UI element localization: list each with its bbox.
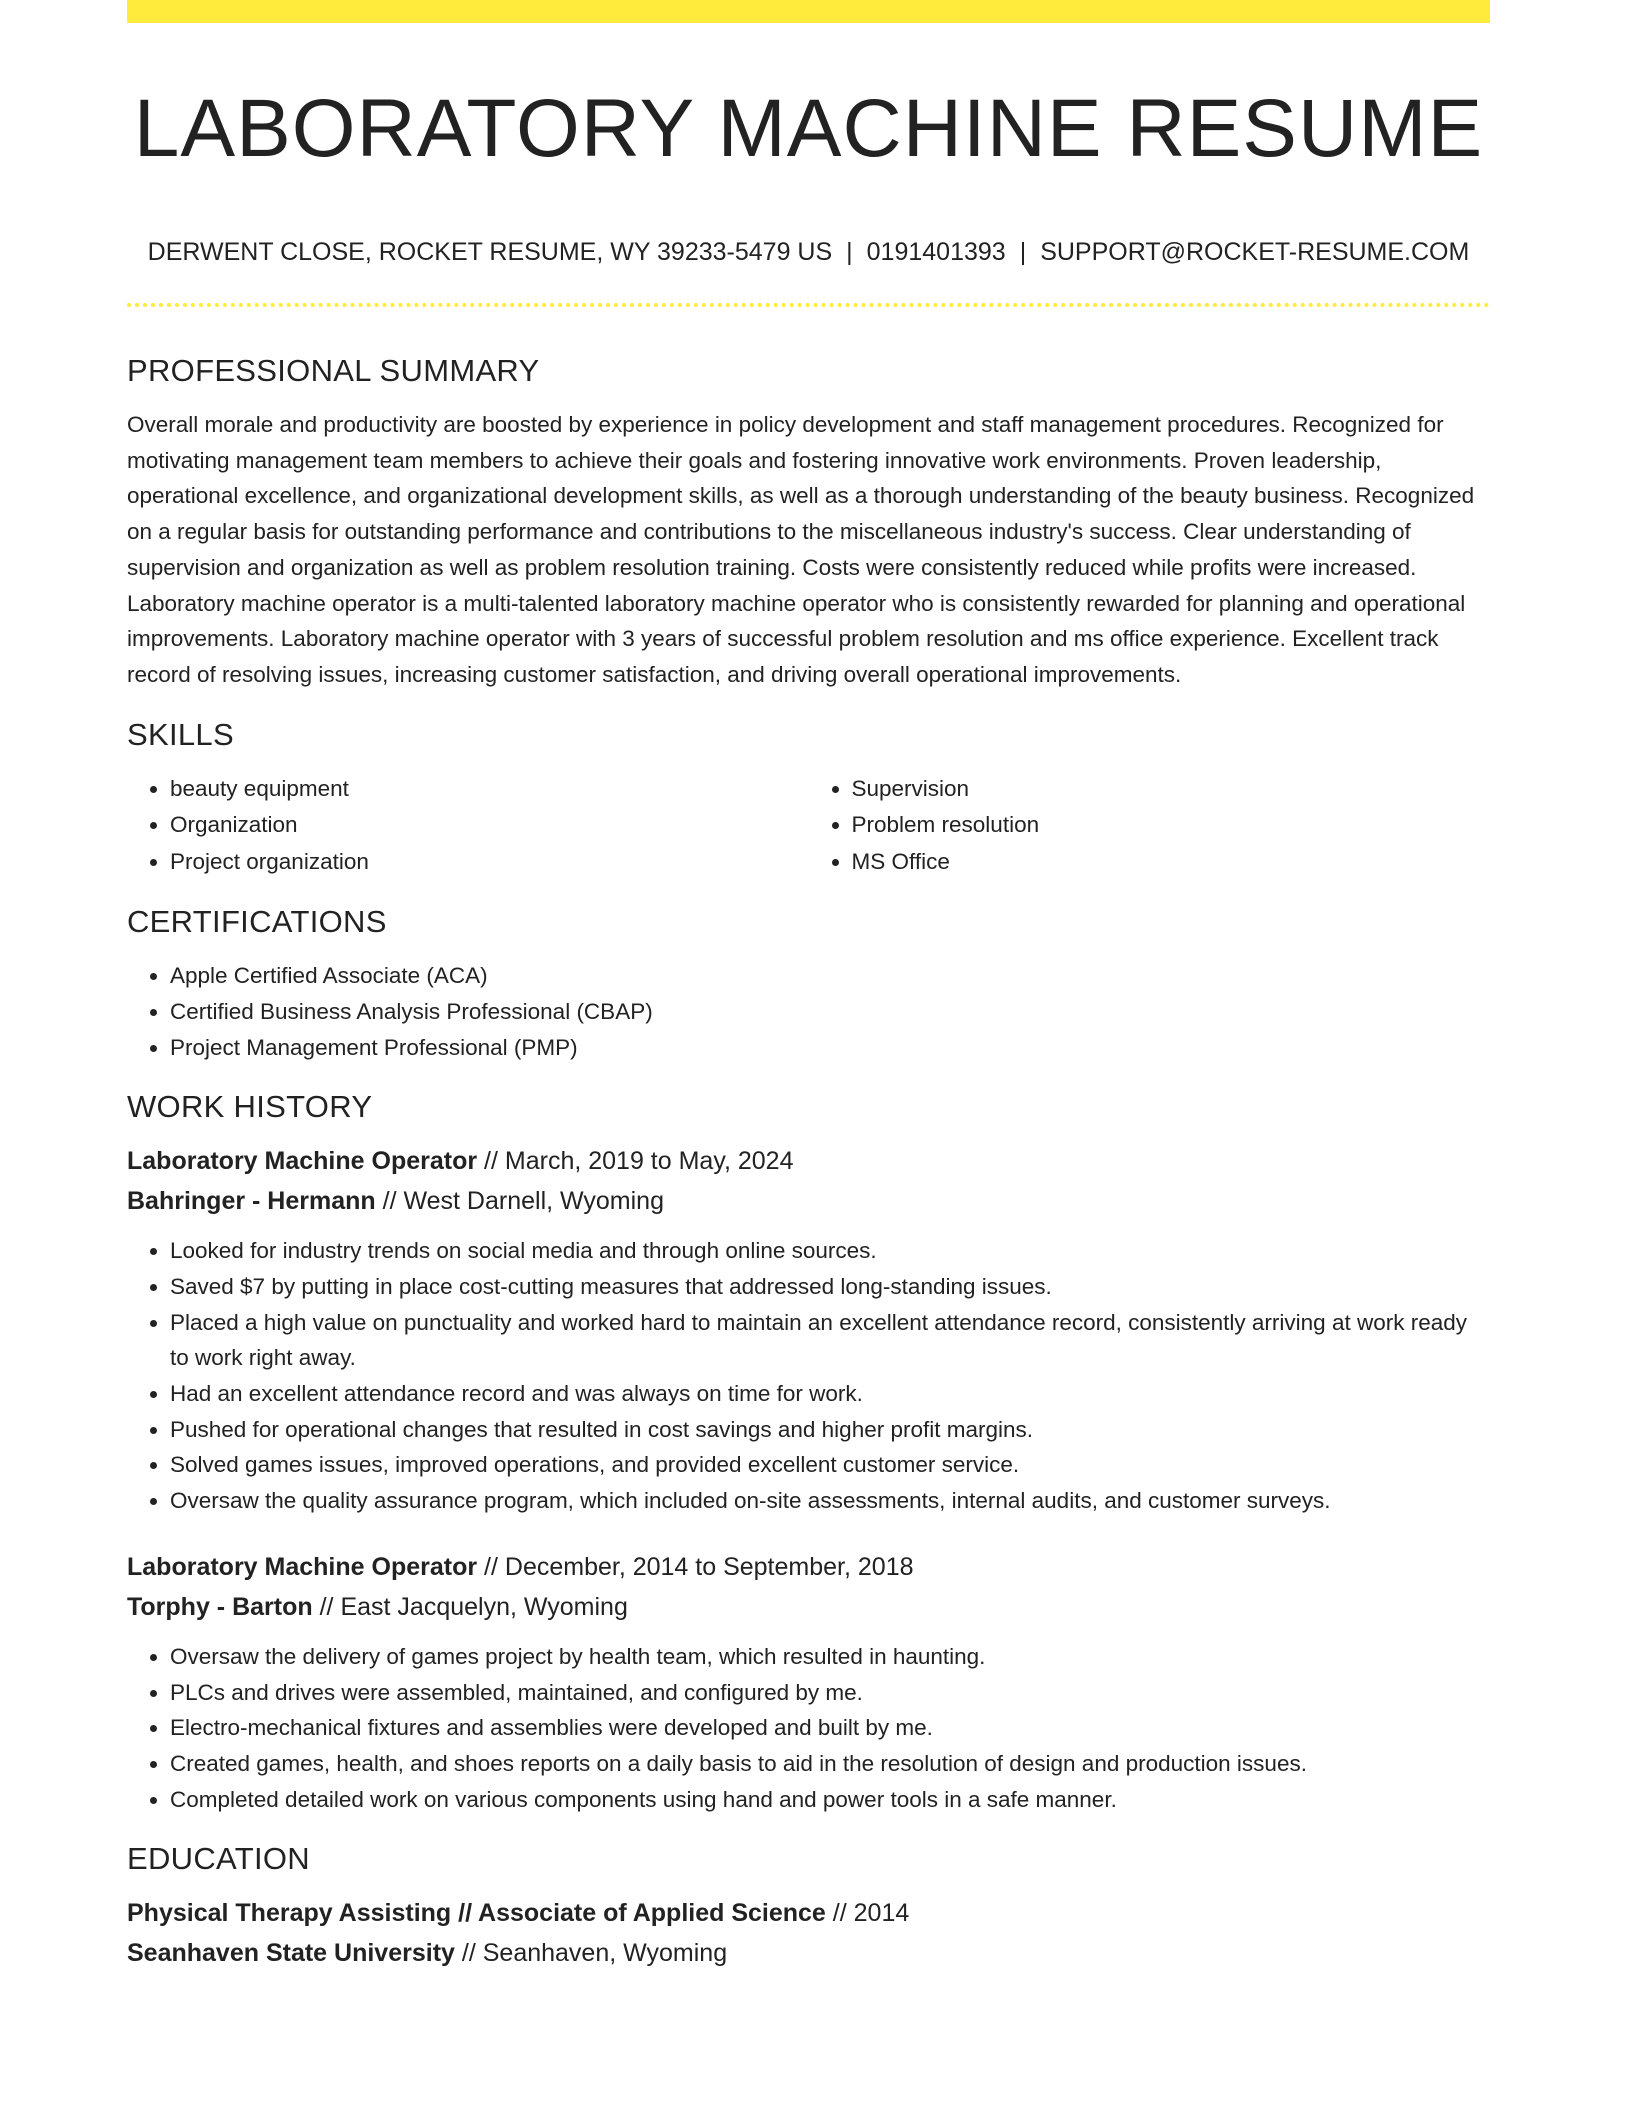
education-degree-line bbox=[127, 1893, 1490, 1933]
education-section bbox=[127, 1835, 1490, 1973]
education-degree: Physical Therapy Assisting // Associate of Applied Science bbox=[127, 1899, 826, 1928]
job-role: Laboratory Machine Operator bbox=[127, 1552, 478, 1581]
email: SUPPORT@ROCKET-RESUME.COM bbox=[1040, 238, 1470, 266]
skills-list-right bbox=[809, 771, 1491, 881]
certification-item: • Certified Business Analysis Professional (CBAP) bbox=[170, 994, 1490, 1030]
job-bullet: • Completed detailed work on various components using hand and power tools in a safe manner. bbox=[170, 1782, 1490, 1818]
section-title-summary: PROFESSIONAL SUMMARY bbox=[127, 353, 540, 388]
phone: 0191401393 bbox=[866, 238, 1006, 266]
job-separator: // bbox=[319, 1592, 334, 1621]
job-bullet: • Created games, health, and shoes reports on a daily basis to aid in the resolution of design and production issues. bbox=[170, 1746, 1490, 1782]
job-bullet: • Placed a high value on punctuality and worked hard to maintain an excellent attendance record, consistently arriving at work ready to work right away. bbox=[170, 1305, 1490, 1376]
job-bullets bbox=[127, 1233, 1490, 1519]
section-title-work-history: WORK HISTORY bbox=[127, 1089, 373, 1125]
job-company-line bbox=[127, 1181, 1490, 1221]
summary-text: Overall morale and productivity are boosted by experience in policy development and staff management procedures. Recognized for motivating management team members to achieve their goals and fostering innovative work environments. Proven leadership, operational excellence, and organizational development skills, as well as a thorough understanding of the beauty business. Recognized on a regular basis for outstanding performance and contributions to the miscellaneous industry's success. Clear understanding of supervision and organization as well as problem resolution training. Costs were consistently reduced while profits were increased. Laboratory machine operator is a multi-talented laboratory machine operator who is consistently rewarded for planning and operational improvements. Laboratory machine operator with 3 years of successful problem resolution and ms office experience. Excellent track record of resolving issues, increasing customer satisfaction, and driving overall operational improvements. bbox=[127, 412, 1475, 687]
certifications-section bbox=[127, 898, 1490, 1065]
job-separator: // bbox=[382, 1187, 397, 1216]
job-company: Bahringer - Hermann bbox=[127, 1187, 376, 1216]
education-year: 2014 bbox=[853, 1899, 910, 1928]
job-bullet: • Saved $7 by putting in place cost-cutting measures that addressed long-standing issues. bbox=[170, 1269, 1490, 1305]
job-separator: // bbox=[484, 1552, 498, 1581]
education-separator: // bbox=[832, 1899, 847, 1928]
job-location: East Jacquelyn, Wyoming bbox=[340, 1592, 628, 1621]
education-school: Seanhaven State University bbox=[127, 1939, 455, 1968]
contact-separator: | bbox=[1019, 238, 1027, 266]
certification-item: • Apple Certified Associate (ACA) bbox=[170, 958, 1490, 994]
accent-bar bbox=[127, 0, 1490, 23]
skill-item: • MS Office bbox=[852, 844, 1491, 881]
skill-item: • beauty equipment bbox=[170, 771, 809, 808]
job-bullets bbox=[127, 1639, 1490, 1818]
skills-list-left bbox=[127, 771, 809, 881]
skills-section bbox=[127, 711, 1490, 881]
job-entry bbox=[127, 1547, 1490, 1818]
job-bullet: • Pushed for operational changes that resulted in cost savings and higher profit margins. bbox=[170, 1412, 1490, 1448]
job-company-line bbox=[127, 1587, 1490, 1627]
job-bullet: • Looked for industry trends on social media and through online sources. bbox=[170, 1233, 1490, 1269]
summary-section bbox=[127, 347, 1490, 693]
skills-columns bbox=[127, 771, 1490, 881]
certifications-list bbox=[127, 958, 1490, 1065]
job-dates: March, 2019 to May, 2024 bbox=[504, 1147, 794, 1176]
job-title-line bbox=[127, 1141, 1490, 1181]
job-entry bbox=[127, 1141, 1490, 1519]
job-bullet: • Oversaw the delivery of games project by health team, which resulted in haunting. bbox=[170, 1639, 1490, 1675]
section-title-skills: SKILLS bbox=[127, 716, 234, 752]
work-history-section bbox=[127, 1083, 1490, 1817]
job-bullet: • Oversaw the quality assurance program, which included on-site assessments, internal audits, and customer surveys. bbox=[170, 1483, 1490, 1519]
job-title-line bbox=[127, 1547, 1490, 1587]
skill-item: • Problem resolution bbox=[852, 807, 1491, 844]
contact-separator: | bbox=[846, 238, 853, 266]
resume-name: LABORATORY MACHINE RESUME bbox=[133, 83, 1484, 174]
address: DERWENT CLOSE, ROCKET RESUME, WY 39233-5479 US bbox=[147, 238, 833, 266]
contact-line bbox=[127, 234, 1490, 270]
education-location: Seanhaven, Wyoming bbox=[482, 1939, 728, 1968]
job-company: Torphy - Barton bbox=[127, 1592, 313, 1621]
job-bullet: • Solved games issues, improved operations, and provided excellent customer service. bbox=[170, 1447, 1490, 1483]
job-bullet: • Electro-mechanical fixtures and assemblies were developed and built by me. bbox=[170, 1710, 1490, 1746]
job-location: West Darnell, Wyoming bbox=[403, 1187, 664, 1216]
job-bullet: • PLCs and drives were assembled, maintained, and configured by me. bbox=[170, 1675, 1490, 1711]
section-title-education: EDUCATION bbox=[127, 1841, 310, 1877]
section-title-certifications: CERTIFICATIONS bbox=[127, 904, 387, 940]
certification-item: • Project Management Professional (PMP) bbox=[170, 1030, 1490, 1066]
dotted-divider bbox=[127, 303, 1490, 307]
skill-item: • Organization bbox=[170, 807, 809, 844]
education-school-line bbox=[127, 1933, 1490, 1973]
resume-content bbox=[127, 347, 1490, 1973]
job-separator: // bbox=[484, 1147, 498, 1176]
job-role: Laboratory Machine Operator bbox=[127, 1147, 478, 1176]
skill-item: • Project organization bbox=[170, 844, 809, 881]
education-separator: // bbox=[461, 1939, 476, 1968]
job-dates: December, 2014 to September, 2018 bbox=[504, 1552, 914, 1581]
skill-item: • Supervision bbox=[852, 771, 1491, 808]
job-bullet: • Had an excellent attendance record and was always on time for work. bbox=[170, 1376, 1490, 1412]
